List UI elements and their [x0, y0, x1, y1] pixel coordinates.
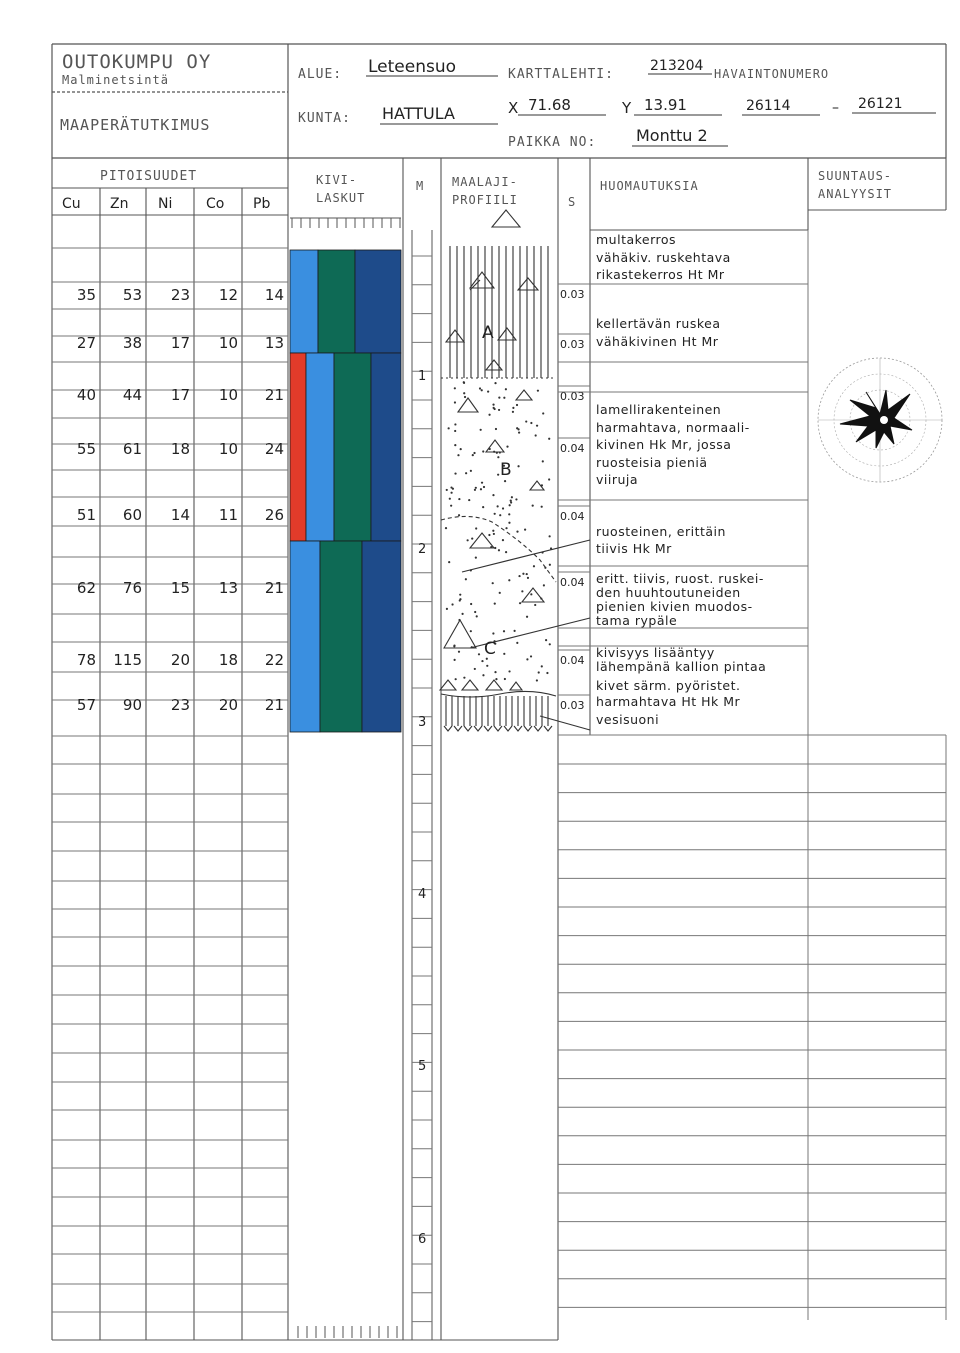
bedrock-hatching	[441, 691, 556, 731]
assay-value-cu: 57	[76, 696, 96, 714]
assay-value-pb: 26	[264, 506, 284, 524]
remark-line: tama rypäle	[596, 613, 678, 628]
s-value: 0.03	[560, 390, 585, 403]
havainto-end: 26121	[858, 96, 903, 112]
assay-value-pb: 24	[264, 440, 284, 458]
havainto-label: HAVAINTONUMERO	[714, 67, 830, 81]
havainto-start: 26114	[746, 98, 791, 114]
assay-value-cu: 35	[76, 286, 96, 304]
assay-value-zn: 53	[122, 286, 142, 304]
assay-value-pb: 21	[264, 696, 284, 714]
kivilaskut-block-3	[290, 541, 401, 732]
department-name: Malminetsintä	[62, 73, 169, 87]
remark-line: kivet särm. pyöristet.	[596, 678, 741, 693]
remarks	[596, 232, 766, 727]
alue-label: ALUE:	[298, 67, 343, 82]
remark-line: lähempänä kallion pintaa	[596, 659, 767, 674]
remark-line: multakerros	[596, 232, 677, 247]
layer-a-hatching	[450, 246, 548, 378]
assay-value-zn: 76	[122, 579, 142, 597]
karttalehti-value: 213204	[650, 58, 704, 74]
kivilaskut-red-bar	[290, 353, 306, 541]
assay-value-zn: 61	[122, 440, 142, 458]
kunta-label: KUNTA:	[298, 111, 351, 126]
assay-value-ni: 17	[170, 334, 190, 352]
layer-label-a: A	[482, 323, 494, 343]
remarks-grid	[558, 230, 946, 1320]
remark-line: eritt. tiivis, ruost. ruskei-	[596, 571, 764, 586]
s-value: 0.04	[560, 654, 585, 667]
assay-value-zn: 38	[122, 334, 142, 352]
layer-label-c: C	[484, 639, 496, 659]
element-header-cu: Cu	[62, 196, 81, 212]
assay-value-co: 20	[218, 696, 238, 714]
kivilaskut-dark-blue-bar	[355, 250, 401, 353]
suuntausanalyysit-header: SUUNTAUS-ANALYYSIT	[818, 169, 893, 201]
pitoisuudet-header: PITOISUUDET	[100, 169, 198, 184]
assay-values	[77, 286, 284, 714]
paikka-value: Monttu 2	[636, 126, 708, 145]
element-header-ni: Ni	[158, 196, 173, 212]
layer-bc-dots	[445, 381, 552, 681]
remark-line: pienien kivien muodos-	[596, 599, 753, 614]
assay-value-zn: 115	[113, 651, 142, 669]
paikka-label: PAIKKA NO:	[508, 135, 597, 150]
remark-line: harmahtava, normaali-	[596, 420, 750, 435]
assay-value-cu: 78	[76, 651, 96, 669]
assay-value-pb: 21	[264, 386, 284, 404]
assay-value-cu: 51	[76, 506, 96, 524]
s-value: 0.04	[560, 576, 585, 589]
kivilaskut-bars	[290, 250, 401, 732]
s-value: 0.03	[560, 699, 585, 712]
x-label: X	[508, 99, 519, 117]
kivilaskut-block-1	[290, 250, 401, 353]
depth-label-4: 4	[418, 887, 427, 902]
depth-ticks	[412, 256, 432, 1322]
remark-line: lamellirakenteinen	[596, 402, 722, 417]
assay-value-ni: 23	[170, 286, 190, 304]
s-value: 0.04	[560, 510, 585, 523]
remark-line: rikastekerros Ht Mr	[596, 267, 725, 282]
kivilaskut-dark-blue-bar	[371, 353, 401, 541]
remark-line: tiivis Hk Mr	[596, 541, 672, 556]
assay-value-pb: 13	[264, 334, 284, 352]
assay-value-co: 13	[218, 579, 238, 597]
kivilaskut-green-bar	[320, 541, 362, 732]
depth-label-1: 1	[418, 369, 427, 384]
assay-value-co: 10	[218, 334, 238, 352]
assay-value-ni: 20	[170, 651, 190, 669]
assay-value-pb: 22	[264, 651, 284, 669]
depth-label-5: 5	[418, 1059, 427, 1074]
kivilaskut-light-blue-bar	[306, 353, 334, 541]
assay-value-co: 11	[218, 506, 238, 524]
assay-value-co: 10	[218, 386, 238, 404]
maalajiprofiili-header: MAALAJI-PROFIILI	[452, 175, 518, 207]
assay-value-pb: 21	[264, 579, 284, 597]
kivilaskut-green-bar	[318, 250, 355, 353]
row-lines	[52, 248, 288, 1312]
profile-header-triangle	[492, 210, 520, 227]
element-header-zn: Zn	[110, 196, 129, 212]
s-value: 0.03	[560, 338, 585, 351]
depth-label-6: 6	[418, 1232, 427, 1247]
remark-line: harmahtava Ht Hk Mr	[596, 694, 741, 709]
remark-line: kivinen Hk Mr, jossa	[596, 437, 732, 452]
assay-value-ni: 14	[170, 506, 190, 524]
assay-value-cu: 27	[76, 334, 96, 352]
assay-value-zn: 90	[122, 696, 142, 714]
remark-line: den huuhtoutuneiden	[596, 585, 741, 600]
kunta-value: HATTULA	[382, 104, 455, 123]
study-title: MAAPERÄTUTKIMUS	[60, 116, 211, 134]
rose-diagram-icon	[818, 358, 942, 482]
assay-value-zn: 60	[122, 506, 142, 524]
y-value: 13.91	[644, 96, 687, 114]
depth-scale	[412, 230, 432, 1340]
s-values	[558, 284, 590, 712]
layer-label-b: B	[500, 460, 512, 480]
assay-value-pb: 14	[264, 286, 284, 304]
m-header: M	[416, 179, 425, 193]
remark-line: kivisyys lisääntyy	[596, 645, 715, 660]
element-header-co: Co	[206, 196, 225, 212]
assay-value-ni: 18	[170, 440, 190, 458]
assay-value-co: 12	[218, 286, 238, 304]
s-header: S	[568, 195, 577, 209]
remark-line: ruosteisia pieniä	[596, 455, 708, 470]
s-value: 0.03	[560, 288, 585, 301]
remark-line: ruosteinen, erittäin	[596, 524, 726, 539]
havainto-dash: –	[832, 100, 839, 116]
kivilaskut-light-blue-bar	[290, 541, 320, 732]
remark-line: kellertävän ruskea	[596, 316, 721, 331]
remark-line: vähäkivinen Ht Mr	[596, 334, 719, 349]
x-value: 71.68	[528, 96, 571, 114]
remark-line: vesisuoni	[596, 712, 660, 727]
company-name: OUTOKUMPU OY	[62, 51, 212, 73]
kivilaskut-tick-ruler	[290, 218, 401, 228]
remark-line: vähäkiv. ruskehtava	[596, 250, 731, 265]
assay-value-co: 10	[218, 440, 238, 458]
alue-value: Leteensuo	[368, 57, 457, 77]
huomautuksia-header: HUOMAUTUKSIA	[600, 179, 699, 193]
bottom-tick-ruler	[298, 1326, 397, 1338]
element-header-pb: Pb	[253, 196, 271, 212]
y-label: Y	[622, 99, 632, 117]
assay-value-cu: 40	[76, 386, 96, 404]
kivilaskut-light-blue-bar	[290, 250, 318, 353]
kivilaskut-header: KIVI-LASKUT	[316, 173, 366, 205]
depth-label-3: 3	[418, 715, 427, 730]
assay-value-cu: 55	[76, 440, 96, 458]
kivilaskut-green-bar	[334, 353, 371, 541]
karttalehti-label: KARTTALEHTI:	[508, 67, 614, 82]
assay-value-cu: 62	[76, 579, 96, 597]
assay-value-ni: 23	[170, 696, 190, 714]
assay-value-ni: 15	[170, 579, 190, 597]
kivilaskut-block-2	[290, 353, 401, 541]
assay-value-co: 18	[218, 651, 238, 669]
remark-line: viiruja	[596, 472, 639, 487]
assay-value-zn: 44	[122, 386, 142, 404]
kivilaskut-dark-blue-bar	[362, 541, 401, 732]
s-value: 0.04	[560, 442, 585, 455]
assay-value-ni: 17	[170, 386, 190, 404]
depth-label-2: 2	[418, 542, 427, 557]
